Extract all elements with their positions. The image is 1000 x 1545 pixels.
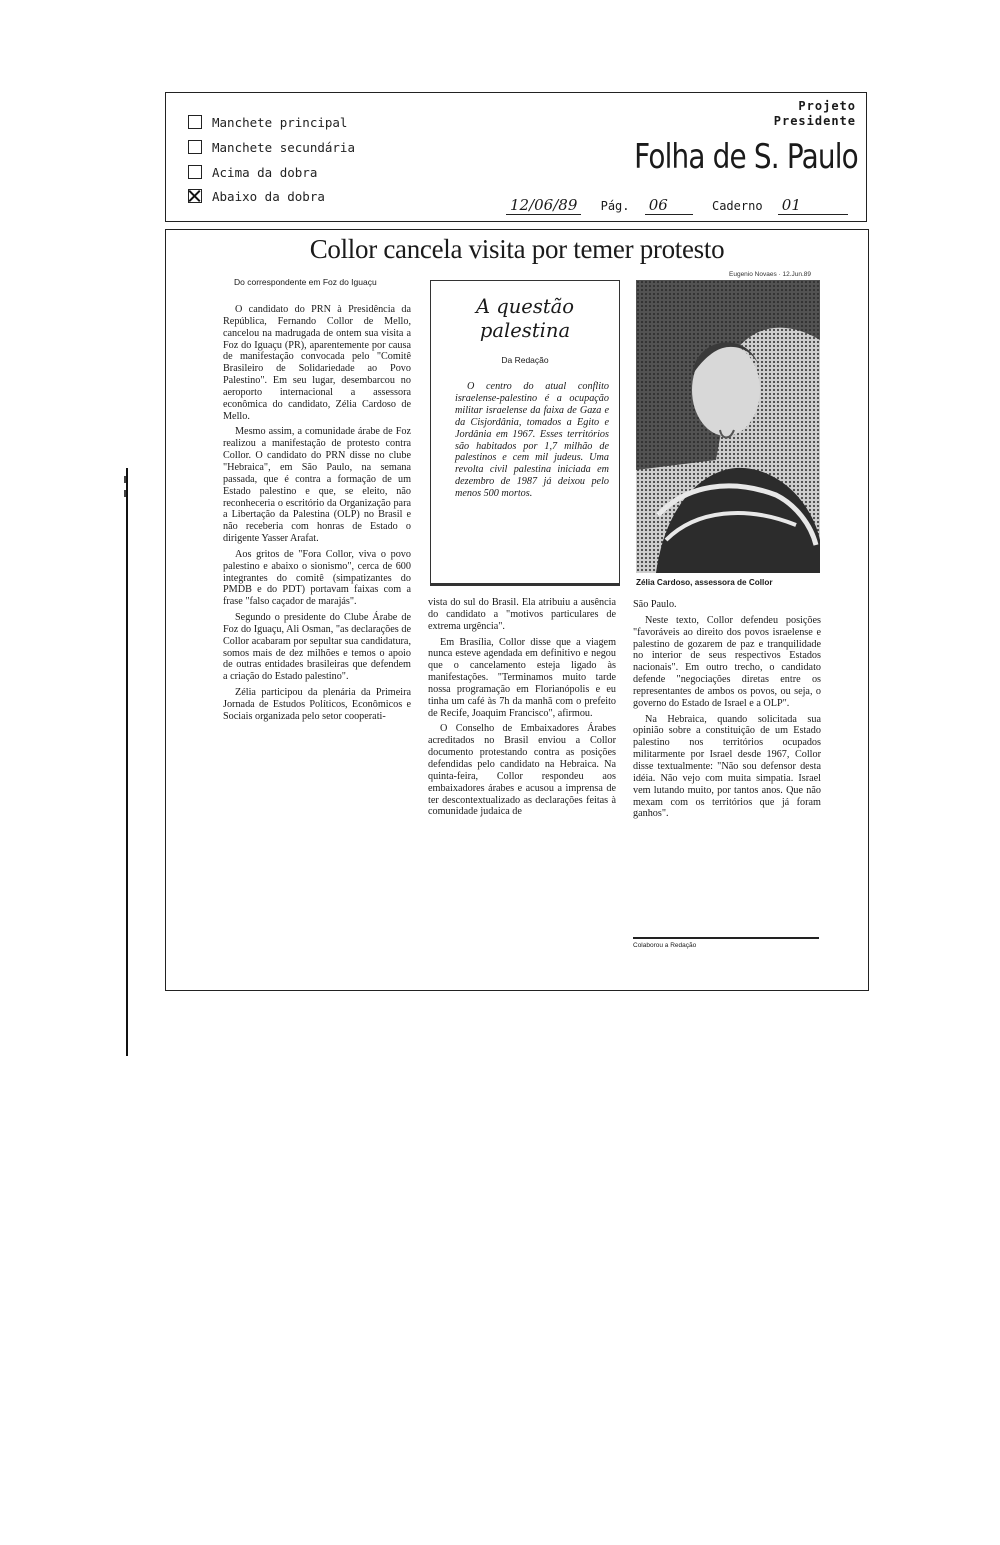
option-abaixo-da-dobra[interactable]: [188, 187, 325, 205]
scan-tick-mark: [124, 476, 126, 483]
page-field[interactable]: 06: [645, 196, 693, 215]
sidebar-credit: Da Redação: [501, 355, 549, 365]
option-acima-da-dobra[interactable]: [188, 163, 317, 181]
article-column-3: [633, 599, 821, 939]
section-field[interactable]: 01: [778, 196, 848, 215]
paragraph: O candidato do PRN à Presidência da República, Fernando Collor de Mello, cancelou na madrugada de ontem sua visita a Foz do Iguaçu (PR), aparentemente por causa de manifestação convocada pelo "Comitê Brasileiro de Solidariedade ao Povo Palestino". Em seu lugar, desembarcou no aeroporto internacional a assessora econômica do candidato, Zélia Cardoso de Mello.: [223, 304, 411, 422]
end-rule: [633, 937, 819, 939]
newspaper-masthead: Folha de S. Paulo: [634, 137, 858, 177]
page-label: Pág.: [600, 199, 630, 213]
option-label: Acima da dobra: [212, 164, 318, 180]
sidebar-body: O centro do atual conflito israelense-palestino é a ocupação militar israelense da faixa de Gaza e da Cisjordânia, tomados a Egito e Jordânia em 1967. Esses territórios são habitados por 1,7 milhão de palestinos e cem mil judeus. Uma revolta civil palestina iniciada em dezembro de 1987 já deixou pelo menos 500 mortos.: [455, 381, 609, 500]
option-label: Manchete secundária: [212, 139, 355, 155]
dateline: [506, 196, 848, 215]
checked-checkbox-icon[interactable]: [188, 189, 202, 203]
paragraph: Aos gritos de "Fora Collor, viva o povo palestino e abaixo o sionismo", cerca de 600 integrantes do comitê (simpatizantes do PMDB e do PDT) portavam faixas com a frase "falso caçador de marajás".: [223, 548, 411, 608]
portrait-image: [636, 280, 820, 573]
article-column-2: [428, 597, 616, 972]
byline: Do correspondente em Foz do Iguaçu: [234, 277, 377, 287]
portrait-photo: [636, 280, 820, 573]
paragraph: O Conselho de Embaixadores Árabes acreditados no Brasil enviou a Collor documento protestando contra as posições defendidas pelo candidato na Hebraica. Na quinta-feira, Collor respondeu aos embaixadores árabes e acusou a imprensa de ter descontextualizado as declarações feitas à comunidade judaica de: [428, 723, 616, 818]
news-clipping: [165, 229, 869, 991]
paragraph: Neste texto, Collor defendeu posições "favoráveis ao direito dos povos israelense e palestino de gozarem de paz e tranquilidade no interior de seus respectivos Estados nacionais". Em outro trecho, o candidato defende "negociações diretas entre os representantes de ambos os povos, ou seja, o governo do Estado de Israel e a OLP".: [633, 614, 821, 709]
photo-caption: Zélia Cardoso, assessora de Collor: [636, 578, 773, 587]
clipping-header: [165, 92, 867, 222]
paragraph: Mesmo assim, a comunidade árabe de Foz realizou a manifestação de protesto contra Collor. O candidato do PRN disse no clube "Hebraica", em São Paulo, na semana passada, que é contra a formação de um Estado palestino e que, se eleito, não reconheceria o escritório da Organização para a Libertação da Palestina (OLP) no Brasil e não receberia com honras de Estado o dirigente Yasser Arafat.: [223, 426, 411, 545]
scan-margin-line: [126, 468, 128, 1056]
photo-credit: Eugenio Novaes · 12.Jun.89: [729, 271, 812, 278]
paragraph: Segundo o presidente do Clube Árabe de Foz do Iguaçu, Ali Osman, "as declarações de Collor acabaram por sepultar sua candidatura, somos mais de dez milhões e temos o apoio de outras entidades brasileiras que defendem a criação do Estado palestino".: [223, 612, 411, 683]
section-label: Caderno: [711, 199, 763, 213]
article-column-1: [223, 304, 411, 972]
checkbox-icon[interactable]: [188, 165, 202, 179]
paragraph: São Paulo.: [633, 599, 677, 610]
paragraph: Zélia participou da plenária da Primeira Jornada de Estudos Políticos, Econômicos e Sociais organizada pelo setor cooperati-: [223, 687, 411, 722]
option-manchete-principal[interactable]: [188, 113, 347, 131]
headline: Collor cancela visita por temer protesto: [309, 234, 725, 264]
sidebar-rule: [430, 583, 620, 586]
project-line: Projeto: [798, 99, 856, 113]
paragraph: Na Hebraica, quando solicitada sua opinião sobre a constituição de um Estado palestino nos territórios ocupados militarmente por Israel desde 1967, Collor disse textualmente: "Não sou defensor desta idéia. Não vejo com muita simpatia. Israel vem lutando muito, por tantos anos. Que não mexam com os territórios que já foram ganhos".: [633, 713, 821, 820]
sidebar-title: A questão palestina: [475, 295, 575, 342]
option-manchete-secundaria[interactable]: [188, 138, 355, 156]
project-label: [774, 99, 856, 129]
project-line: Presidente: [773, 114, 856, 128]
checkbox-icon[interactable]: [188, 115, 202, 129]
date-field[interactable]: 12/06/89: [506, 196, 581, 215]
paragraph: Em Brasília, Collor disse que a viagem nunca esteve agendada em definitivo e negou que o cancelamento esteja ligado às manifestações. "Terminamos muito tarde nossa programação em Florianópolis e eu tinha um café às 7h da manhã com o prefeito de Recife, Joaquim Francisco", afirmou.: [428, 636, 616, 719]
paragraph: vista do sul do Brasil. Ela atribuiu a ausência do candidato a "motivos particulares de extrema urgência".: [428, 597, 616, 632]
option-label: Manchete principal: [212, 114, 348, 130]
end-credit: Colaborou a Redação: [633, 942, 697, 949]
sidebar-box: [430, 280, 620, 584]
scan-tick-mark: [124, 490, 126, 497]
option-label: Abaixo da dobra: [212, 188, 325, 204]
checkbox-icon[interactable]: [188, 140, 202, 154]
